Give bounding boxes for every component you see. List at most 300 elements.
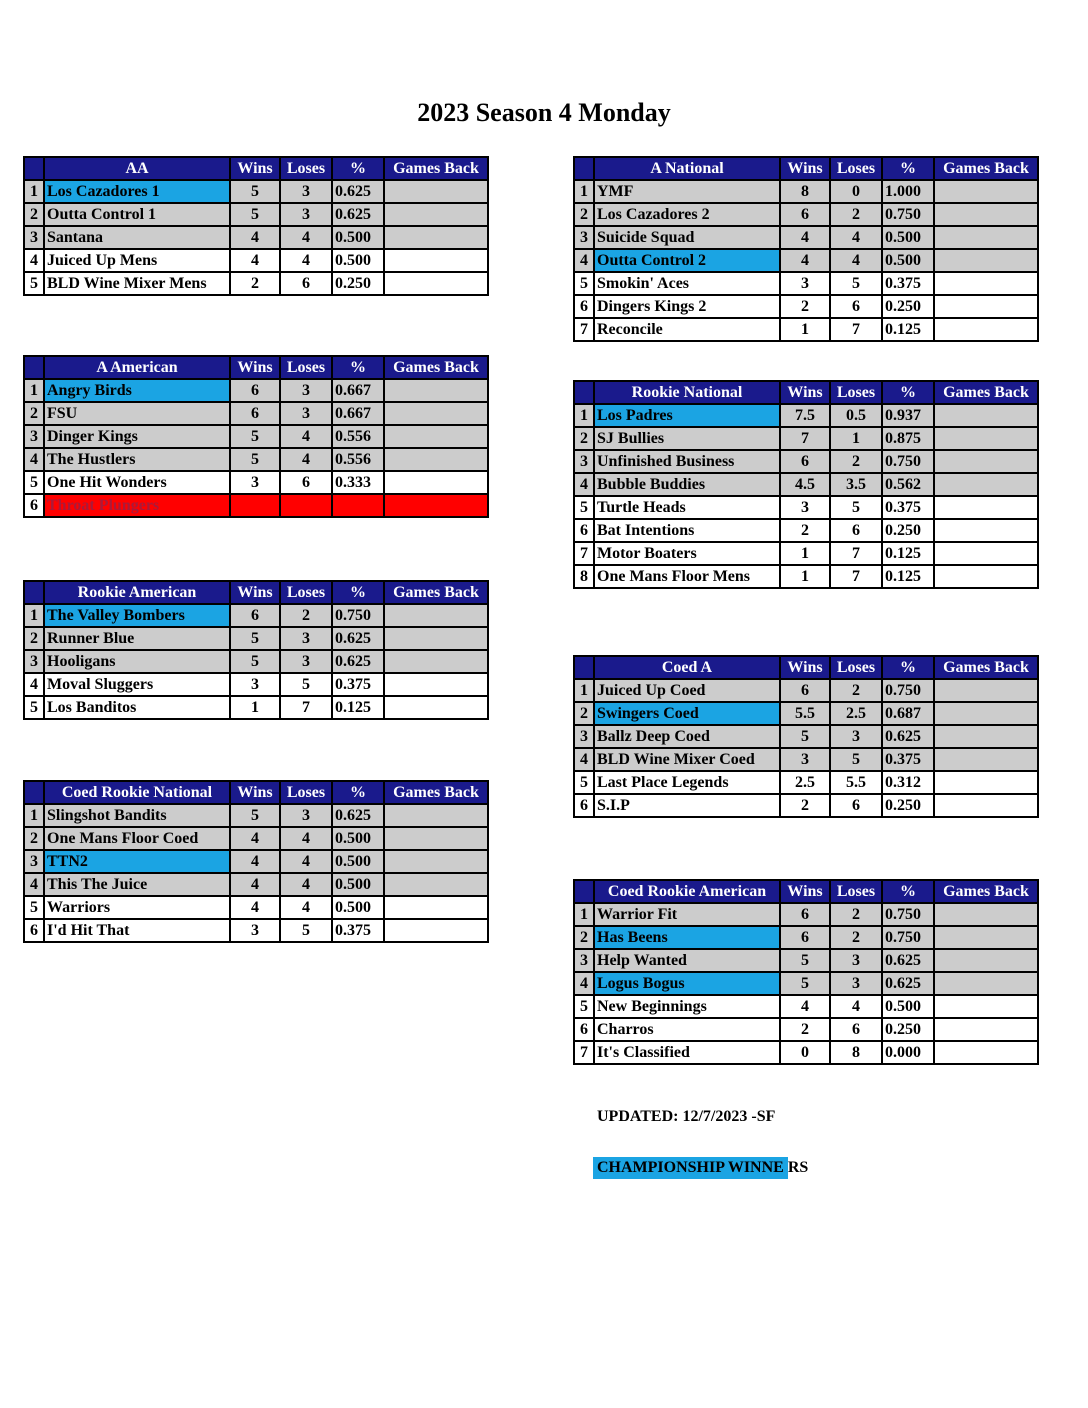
pct-cell: 0.250 <box>882 1018 934 1041</box>
wins-cell: 4 <box>230 226 280 249</box>
games-back-cell <box>934 249 1038 272</box>
pct-cell: 0.500 <box>332 896 384 919</box>
games-back-cell <box>384 919 488 942</box>
loses-header: Loses <box>280 157 332 180</box>
table-header-row <box>24 157 488 180</box>
rank-cell: 5 <box>574 496 594 519</box>
rank-cell: 4 <box>24 673 44 696</box>
loses-cell: 2 <box>830 926 882 949</box>
table-row <box>574 748 1038 771</box>
rank-header <box>24 157 44 180</box>
standings-table-aa <box>23 156 489 296</box>
championship-legend-rest: RS <box>787 1159 809 1176</box>
loses-cell: 4 <box>280 249 332 272</box>
table-row <box>574 972 1038 995</box>
rank-header <box>574 157 594 180</box>
pct-cell: 0.375 <box>882 748 934 771</box>
wins-cell: 6 <box>780 679 830 702</box>
rank-cell: 2 <box>24 203 44 226</box>
loses-cell: 6 <box>280 471 332 494</box>
pct-cell: 0.750 <box>882 679 934 702</box>
loses-cell: 3 <box>280 203 332 226</box>
loses-cell: 0 <box>830 180 882 203</box>
team-name-cell: BLD Wine Mixer Coed <box>594 748 780 771</box>
pct-header: % <box>882 381 934 404</box>
table-row <box>574 249 1038 272</box>
wins-cell: 6 <box>230 402 280 425</box>
rank-cell: 3 <box>574 226 594 249</box>
pct-cell: 0.125 <box>882 318 934 341</box>
wins-cell: 2 <box>780 295 830 318</box>
rank-cell: 5 <box>574 771 594 794</box>
championship-legend <box>593 1157 808 1179</box>
table-row <box>574 203 1038 226</box>
pct-cell: 0.750 <box>882 203 934 226</box>
wins-header: Wins <box>780 656 830 679</box>
rank-cell: 6 <box>574 519 594 542</box>
pct-cell: 0.250 <box>332 272 384 295</box>
team-name-cell: Swingers Coed <box>594 702 780 725</box>
wins-cell: 1 <box>780 318 830 341</box>
games-back-cell <box>384 673 488 696</box>
loses-header: Loses <box>830 381 882 404</box>
table-row <box>24 471 488 494</box>
team-name-cell: Slingshot Bandits <box>44 804 230 827</box>
championship-legend-highlight: CHAMPIONSHIP WINNE <box>593 1157 788 1179</box>
loses-cell: 5 <box>830 748 882 771</box>
games-back-cell <box>384 249 488 272</box>
games-back-cell <box>384 448 488 471</box>
games-back-cell <box>384 379 488 402</box>
rank-cell: 2 <box>574 702 594 725</box>
loses-cell: 6 <box>830 1018 882 1041</box>
pct-cell: 0.333 <box>332 471 384 494</box>
games-back-cell <box>934 496 1038 519</box>
table-row <box>574 272 1038 295</box>
team-name-cell: Angry Birds <box>44 379 230 402</box>
table-row <box>24 896 488 919</box>
updated-note: UPDATED: 12/7/2023 -SF <box>597 1108 776 1125</box>
loses-cell: 3 <box>280 379 332 402</box>
division-name: AA <box>44 157 230 180</box>
table-row <box>574 404 1038 427</box>
loses-cell: 6 <box>280 272 332 295</box>
wins-cell: 3 <box>780 748 830 771</box>
pct-cell: 0.625 <box>332 627 384 650</box>
wins-header: Wins <box>230 356 280 379</box>
wins-header: Wins <box>780 157 830 180</box>
loses-cell: 4 <box>280 226 332 249</box>
games-back-cell <box>934 450 1038 473</box>
games-back-cell <box>384 494 488 517</box>
games-back-cell <box>934 427 1038 450</box>
pct-cell: 0.750 <box>882 926 934 949</box>
loses-header: Loses <box>830 656 882 679</box>
pct-cell: 0.625 <box>332 180 384 203</box>
table-row <box>574 318 1038 341</box>
team-name-cell: Has Beens <box>594 926 780 949</box>
standings-table-rookie-national <box>573 380 1039 589</box>
loses-header: Loses <box>280 781 332 804</box>
team-name-cell: S.I.P <box>594 794 780 817</box>
table-row <box>574 226 1038 249</box>
wins-cell: 5 <box>230 804 280 827</box>
table-row <box>574 427 1038 450</box>
loses-cell: 7 <box>830 318 882 341</box>
team-name-cell: Outta Control 1 <box>44 203 230 226</box>
team-name-cell: Dingers Kings 2 <box>594 295 780 318</box>
table-row <box>574 1041 1038 1064</box>
wins-cell: 6 <box>780 203 830 226</box>
rank-cell: 2 <box>574 427 594 450</box>
pct-cell: 0.250 <box>882 295 934 318</box>
games-back-cell <box>934 949 1038 972</box>
games-back-cell <box>384 827 488 850</box>
table-header-row <box>574 656 1038 679</box>
standings-table-coed-rookie-american <box>573 879 1039 1065</box>
loses-cell: 7 <box>280 696 332 719</box>
loses-cell: 4 <box>280 827 332 850</box>
pct-header: % <box>332 781 384 804</box>
table-header-row <box>574 381 1038 404</box>
loses-cell: 4 <box>830 226 882 249</box>
loses-cell: 7 <box>830 565 882 588</box>
rank-cell: 4 <box>24 448 44 471</box>
pct-cell: 0.500 <box>332 226 384 249</box>
pct-cell: 1.000 <box>882 180 934 203</box>
wins-cell: 3 <box>230 919 280 942</box>
team-name-cell: Santana <box>44 226 230 249</box>
rank-cell: 6 <box>24 494 44 517</box>
rank-cell: 2 <box>24 402 44 425</box>
loses-cell: 2 <box>830 903 882 926</box>
loses-cell: 3 <box>280 804 332 827</box>
pct-cell: 0.556 <box>332 425 384 448</box>
team-name-cell: Runner Blue <box>44 627 230 650</box>
table-row <box>574 450 1038 473</box>
table-row <box>24 448 488 471</box>
loses-cell: 3 <box>830 725 882 748</box>
team-name-cell: Logus Bogus <box>594 972 780 995</box>
table-row <box>24 827 488 850</box>
standings-table-rookie-american <box>23 580 489 720</box>
pct-header: % <box>882 656 934 679</box>
table-row <box>574 519 1038 542</box>
games-back-cell <box>384 850 488 873</box>
rank-cell: 3 <box>24 850 44 873</box>
table-row <box>574 542 1038 565</box>
wins-cell: 3 <box>780 272 830 295</box>
loses-cell: 5 <box>280 919 332 942</box>
loses-cell: 5 <box>280 673 332 696</box>
division-name: Coed Rookie American <box>594 880 780 903</box>
team-name-cell: The Hustlers <box>44 448 230 471</box>
rank-cell: 4 <box>574 748 594 771</box>
wins-cell: 1 <box>230 696 280 719</box>
team-name-cell: Moval Sluggers <box>44 673 230 696</box>
pct-cell: 0.750 <box>882 450 934 473</box>
wins-cell: 2 <box>780 519 830 542</box>
table-row <box>574 679 1038 702</box>
rank-cell: 4 <box>574 972 594 995</box>
division-name: Coed Rookie National <box>44 781 230 804</box>
games-back-cell <box>934 318 1038 341</box>
loses-cell: 3 <box>280 650 332 673</box>
games-back-cell <box>934 180 1038 203</box>
pct-cell: 0.687 <box>882 702 934 725</box>
wins-cell: 4 <box>230 896 280 919</box>
wins-cell: 8 <box>780 180 830 203</box>
wins-cell: 6 <box>230 379 280 402</box>
pct-cell: 0.500 <box>332 850 384 873</box>
team-name-cell: TTN2 <box>44 850 230 873</box>
team-name-cell: Motor Boaters <box>594 542 780 565</box>
wins-cell: 4 <box>780 226 830 249</box>
team-name-cell: One Hit Wonders <box>44 471 230 494</box>
wins-cell: 2 <box>780 794 830 817</box>
games-back-cell <box>384 425 488 448</box>
games-back-cell <box>934 272 1038 295</box>
games-back-cell <box>384 696 488 719</box>
loses-cell: 4 <box>280 448 332 471</box>
table-row <box>24 650 488 673</box>
rank-cell: 3 <box>24 226 44 249</box>
pct-cell <box>332 494 384 517</box>
loses-cell: 2 <box>830 203 882 226</box>
table-row <box>574 926 1038 949</box>
rank-cell: 1 <box>574 679 594 702</box>
team-name-cell: Warrior Fit <box>594 903 780 926</box>
table-row <box>24 850 488 873</box>
games-back-cell <box>384 604 488 627</box>
loses-cell: 3 <box>280 402 332 425</box>
loses-cell: 6 <box>830 519 882 542</box>
wins-cell: 4 <box>230 249 280 272</box>
division-name: A National <box>594 157 780 180</box>
team-name-cell: YMF <box>594 180 780 203</box>
table-row <box>574 771 1038 794</box>
team-name-cell: New Beginnings <box>594 995 780 1018</box>
table-header-row <box>574 157 1038 180</box>
wins-cell: 7.5 <box>780 404 830 427</box>
rank-cell: 5 <box>24 272 44 295</box>
table-row <box>24 494 488 517</box>
loses-cell: 0.5 <box>830 404 882 427</box>
wins-cell: 4 <box>780 249 830 272</box>
team-name-cell: This The Juice <box>44 873 230 896</box>
team-name-cell: BLD Wine Mixer Mens <box>44 272 230 295</box>
division-name: Rookie National <box>594 381 780 404</box>
wins-cell: 2.5 <box>780 771 830 794</box>
loses-cell: 5 <box>830 272 882 295</box>
team-name-cell: Charros <box>594 1018 780 1041</box>
games-back-cell <box>934 972 1038 995</box>
table-row <box>24 402 488 425</box>
rank-cell: 7 <box>574 318 594 341</box>
games-back-header: Games Back <box>934 381 1038 404</box>
pct-cell: 0.625 <box>332 804 384 827</box>
team-name-cell: Juiced Up Mens <box>44 249 230 272</box>
pct-cell: 0.625 <box>332 650 384 673</box>
wins-cell: 5.5 <box>780 702 830 725</box>
table-row <box>24 180 488 203</box>
loses-cell: 3 <box>280 627 332 650</box>
rank-cell: 2 <box>574 203 594 226</box>
rank-cell: 4 <box>24 873 44 896</box>
team-name-cell: Ballz Deep Coed <box>594 725 780 748</box>
standings-table-a-american <box>23 355 489 518</box>
team-name-cell: Turtle Heads <box>594 496 780 519</box>
games-back-cell <box>384 873 488 896</box>
pct-cell: 0.375 <box>332 673 384 696</box>
pct-cell: 0.250 <box>882 519 934 542</box>
rank-cell: 1 <box>24 180 44 203</box>
loses-cell: 1 <box>830 427 882 450</box>
games-back-cell <box>934 1041 1038 1064</box>
table-row <box>574 1018 1038 1041</box>
pct-cell: 0.500 <box>882 226 934 249</box>
team-name-cell: Last Place Legends <box>594 771 780 794</box>
wins-cell: 5 <box>230 627 280 650</box>
standings-table-a-national <box>573 156 1039 342</box>
rank-cell: 5 <box>574 995 594 1018</box>
loses-cell: 2 <box>830 450 882 473</box>
rank-cell: 2 <box>24 627 44 650</box>
team-name-cell: It's Classified <box>594 1041 780 1064</box>
table-row <box>24 425 488 448</box>
pct-cell: 0.500 <box>882 995 934 1018</box>
games-back-cell <box>934 203 1038 226</box>
games-back-cell <box>384 226 488 249</box>
loses-cell: 2 <box>280 604 332 627</box>
games-back-cell <box>934 519 1038 542</box>
wins-header: Wins <box>230 781 280 804</box>
wins-cell: 5 <box>230 448 280 471</box>
wins-cell <box>230 494 280 517</box>
games-back-header: Games Back <box>384 356 488 379</box>
rank-header <box>574 381 594 404</box>
division-name: A American <box>44 356 230 379</box>
pct-cell: 0.875 <box>882 427 934 450</box>
pct-cell: 0.500 <box>332 827 384 850</box>
games-back-header: Games Back <box>384 157 488 180</box>
team-name-cell: Suicide Squad <box>594 226 780 249</box>
team-name-cell: Los Padres <box>594 404 780 427</box>
team-name-cell: Hooligans <box>44 650 230 673</box>
wins-cell: 5 <box>780 972 830 995</box>
rank-cell: 1 <box>574 180 594 203</box>
games-back-cell <box>384 272 488 295</box>
team-name-cell: Bat Intentions <box>594 519 780 542</box>
games-back-cell <box>934 473 1038 496</box>
table-row <box>574 496 1038 519</box>
pct-cell: 0.375 <box>882 496 934 519</box>
pct-cell: 0.625 <box>882 725 934 748</box>
games-back-header: Games Back <box>934 656 1038 679</box>
table-row <box>24 673 488 696</box>
wins-cell: 7 <box>780 427 830 450</box>
games-back-header: Games Back <box>384 781 488 804</box>
table-row <box>574 702 1038 725</box>
games-back-cell <box>384 804 488 827</box>
pct-cell: 0.125 <box>882 542 934 565</box>
loses-cell: 5 <box>830 496 882 519</box>
rank-cell: 1 <box>24 604 44 627</box>
games-back-cell <box>384 650 488 673</box>
rank-header <box>24 581 44 604</box>
team-name-cell: Bubble Buddies <box>594 473 780 496</box>
rank-cell: 3 <box>24 425 44 448</box>
games-back-cell <box>934 748 1038 771</box>
rank-cell: 7 <box>574 1041 594 1064</box>
table-header-row <box>574 880 1038 903</box>
wins-cell: 4.5 <box>780 473 830 496</box>
rank-cell: 2 <box>24 827 44 850</box>
rank-header <box>24 356 44 379</box>
rank-header <box>574 656 594 679</box>
team-name-cell: Unfinished Business <box>594 450 780 473</box>
rank-cell: 5 <box>24 696 44 719</box>
wins-cell: 3 <box>780 496 830 519</box>
rank-cell: 1 <box>574 903 594 926</box>
wins-cell: 0 <box>780 1041 830 1064</box>
division-name: Coed A <box>594 656 780 679</box>
standings-table-coed-a <box>573 655 1039 818</box>
table-row <box>24 249 488 272</box>
wins-cell: 3 <box>230 471 280 494</box>
pct-cell: 0.750 <box>882 903 934 926</box>
team-name-cell: SJ Bullies <box>594 427 780 450</box>
pct-cell: 0.000 <box>882 1041 934 1064</box>
pct-cell: 0.625 <box>882 949 934 972</box>
rank-cell: 1 <box>24 379 44 402</box>
wins-cell: 5 <box>230 180 280 203</box>
pct-cell: 0.125 <box>332 696 384 719</box>
wins-header: Wins <box>230 157 280 180</box>
wins-cell: 4 <box>230 850 280 873</box>
games-back-header: Games Back <box>934 880 1038 903</box>
games-back-cell <box>934 926 1038 949</box>
rank-cell: 5 <box>24 896 44 919</box>
table-row <box>24 272 488 295</box>
games-back-cell <box>934 679 1038 702</box>
team-name-cell: Reconcile <box>594 318 780 341</box>
wins-header: Wins <box>780 381 830 404</box>
table-row <box>574 565 1038 588</box>
team-name-cell: Warriors <box>44 896 230 919</box>
loses-cell: 3 <box>830 972 882 995</box>
wins-cell: 5 <box>230 425 280 448</box>
table-row <box>574 949 1038 972</box>
pct-cell: 0.375 <box>332 919 384 942</box>
pct-header: % <box>882 157 934 180</box>
wins-cell: 4 <box>230 873 280 896</box>
rank-cell: 5 <box>574 272 594 295</box>
standings-table-coed-rookie-national <box>23 780 489 943</box>
wins-cell: 5 <box>780 725 830 748</box>
rank-cell: 1 <box>574 404 594 427</box>
team-name-cell: One Mans Floor Coed <box>44 827 230 850</box>
team-name-cell: I'd Hit That <box>44 919 230 942</box>
table-row <box>574 295 1038 318</box>
loses-cell: 3.5 <box>830 473 882 496</box>
wins-header: Wins <box>230 581 280 604</box>
table-row <box>24 804 488 827</box>
games-back-cell <box>384 402 488 425</box>
table-row <box>24 379 488 402</box>
table-row <box>574 995 1038 1018</box>
pct-header: % <box>882 880 934 903</box>
